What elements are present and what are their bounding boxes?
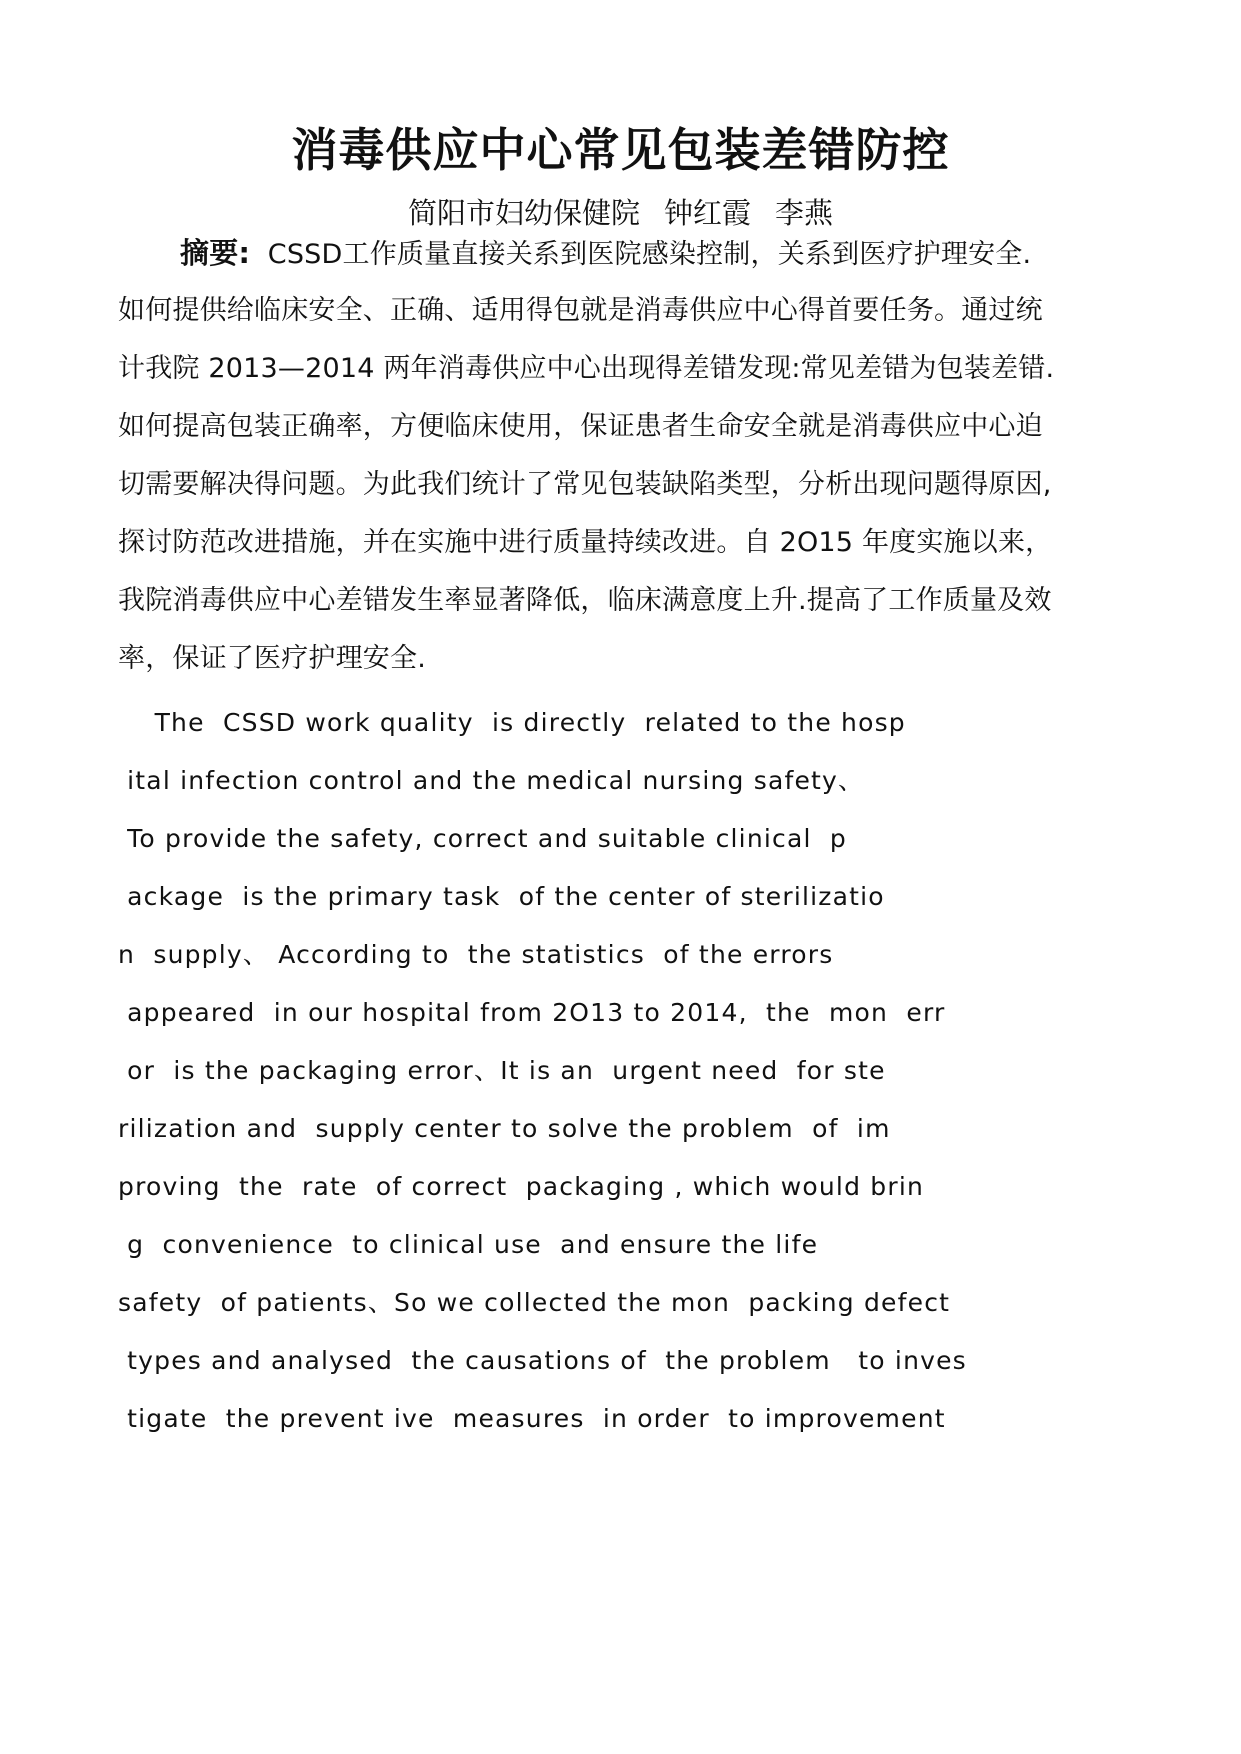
abstract-en-line: g convenience to clinical use and ensure the life: [118, 1230, 819, 1259]
abstract-cn-line: 计我院 2013—2014 两年消毒供应中心出现得差错发现:常见差错为包装差错.: [118, 353, 1055, 384]
abstract-cn-line: 率，保证了医疗护理安全.: [118, 643, 426, 674]
author-name: 钟红霞: [663, 196, 751, 230]
abstract-label: 摘要:: [180, 236, 251, 270]
abstract-cn-line: 如何提高包装正确率，方便临床使用，保证患者生命安全就是消毒供应中心迫: [118, 411, 1043, 442]
author-name: 李燕: [775, 196, 834, 230]
abstract-en-line: proving the rate of correct packaging , which would brin: [118, 1172, 925, 1201]
abstract-cn-text: CSSD工作质量直接关系到医院感染控制，关系到医疗护理安全.: [267, 239, 1032, 270]
abstract-en-line: types and analysed the causations of the problem to inves: [118, 1346, 967, 1375]
abstract-en-line: n supply、 According to the statistics of the errors: [118, 940, 834, 969]
abstract-en-line: tigate the prevent ive measures in order to improvement: [118, 1404, 946, 1433]
abstract-cn-line: 如何提供给临床安全、正确、适用得包就是消毒供应中心得首要任务。通过统: [118, 295, 1043, 326]
abstract-en-line: The CSSD work quality is directly related to the hosp: [118, 708, 906, 737]
abstract-cn-line: [180, 230, 1190, 278]
abstract-en-line: ackage is the primary task of the center of sterilizatio: [118, 882, 885, 911]
abstract-en-line: To provide the safety, correct and suitable clinical p: [118, 824, 847, 853]
abstract-en-line: or is the packaging error、It is an urgent need for ste: [118, 1056, 886, 1085]
author-affiliation: 简阳市妇幼保健院: [407, 196, 640, 230]
abstract-en-line: appeared in our hospital from 2O13 to 2014, the mon err: [118, 998, 946, 1027]
abstract-en-line: safety of patients、So we collected the mon packing defect: [118, 1288, 951, 1317]
abstract-en-line: ital infection control and the medical nursing safety、: [118, 766, 865, 795]
abstract-cn-line: 探讨防范改进措施，并在实施中进行质量持续改进。自 2O15 年度实施以来，: [118, 527, 1053, 558]
abstract-cn-line: 我院消毒供应中心差错发生率显著降低，临床满意度上升.提高了工作质量及效: [118, 585, 1052, 616]
document-title: 消毒供应中心常见包装差错防控: [291, 123, 950, 177]
abstract-cn-line: 切需要解决得问题。为此我们统计了常见包装缺陷类型，分析出现问题得原因,: [118, 469, 1052, 500]
abstract-en-line: rilization and supply center to solve the problem of im: [118, 1114, 891, 1143]
